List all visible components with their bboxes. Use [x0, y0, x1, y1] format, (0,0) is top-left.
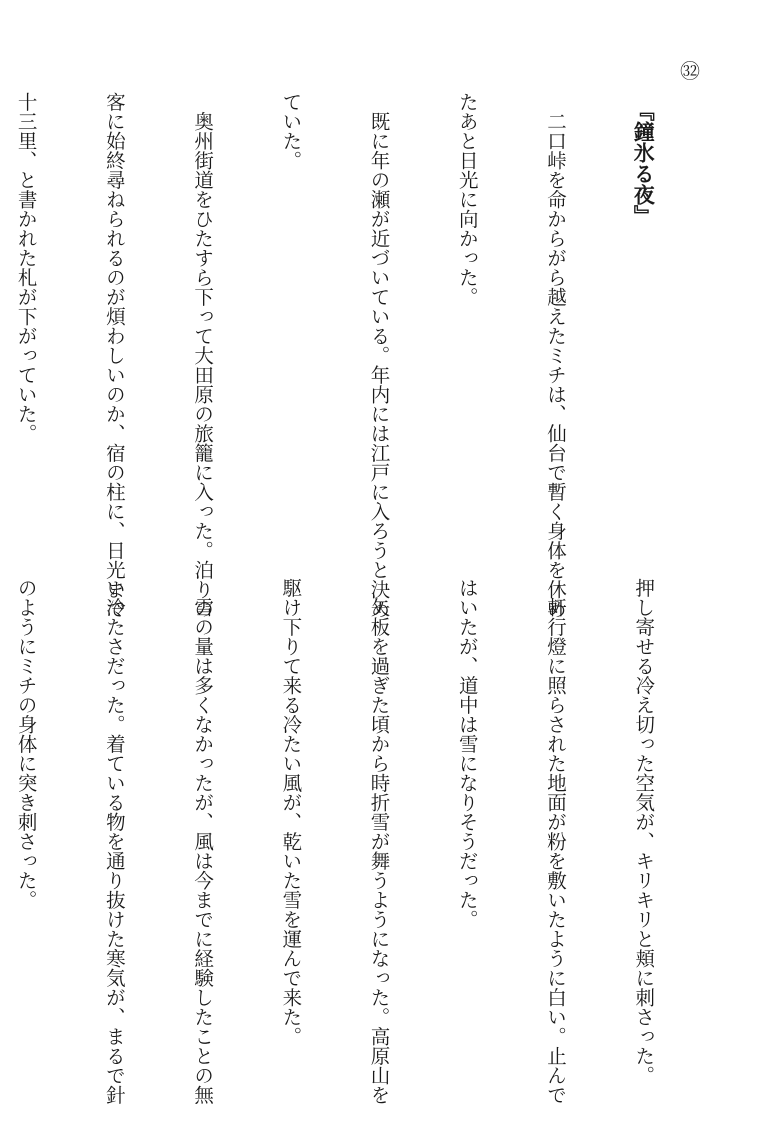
text-line: 矢板を過ぎた頃から時折雪が舞うようになった。高原山を [367, 578, 391, 1105]
text-line: 駆け下りて来る冷たい風が、乾いた雪を運んで来た。 [279, 578, 303, 1046]
text-line: 雪の量は多くなかったが、風は今までに経験したことの無 [191, 578, 215, 1105]
text-line: 押し寄せる冷え切った空気が、キリキリと頬に刺さった。 [632, 578, 656, 1085]
bottom-text-block [0, 578, 717, 1105]
text-line: 軒行燈に照らされた地面が粉を敷いたように白い。止んで [543, 578, 567, 1105]
text-line: のようにミチの身体に突き刺さった。 [14, 578, 38, 910]
top-text-block [0, 92, 717, 619]
text-line: 十三里、と書かれた札が下がっていた。 [14, 92, 38, 443]
text-line: たあと日光に向かった。 [455, 92, 479, 307]
text-line: 既に年の瀬が近づいている。年内には江戸に入ろうと決め [367, 92, 391, 619]
text-line: 客に始終尋ねられるのが煩わしいのか、宿の柱に、日光まで [102, 92, 126, 619]
text-line: ていた。 [279, 92, 303, 170]
section-number: ㉜ [680, 59, 700, 83]
text-line: 二口峠を命からがら越えたミチは、仙台で暫く身体を休め [543, 92, 567, 619]
text-line: はいたが、道中は雪になりそうだった。 [455, 578, 479, 929]
text-line: い冷たさだった。着ている物を通り抜けた寒気が、まるで針 [102, 578, 126, 1105]
chapter-title: 『鐘氷る夜』 [631, 100, 657, 226]
text-line: 奥州街道をひたすら下って大田原の旅籠に入った。泊りの [191, 92, 215, 619]
